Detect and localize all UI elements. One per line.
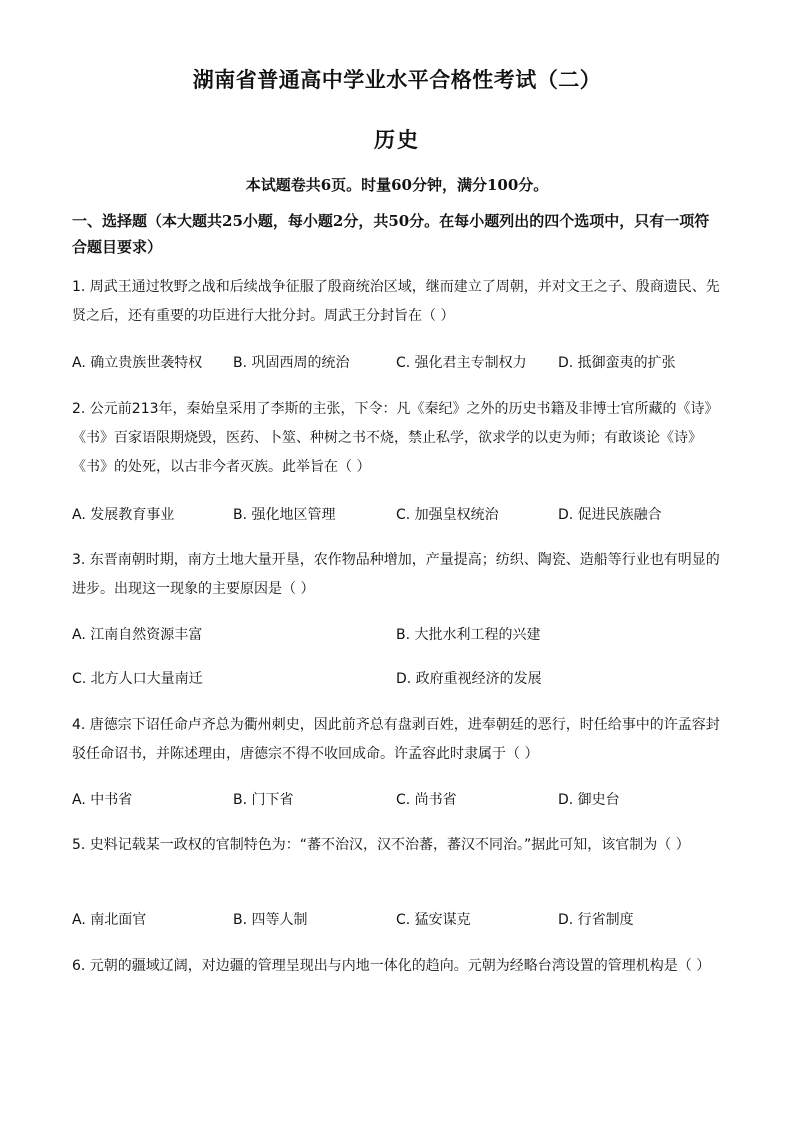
question-5-options xyxy=(72,909,728,933)
question-4: 4. 唐德宗下诏任命卢齐总为衢州刺史，因此前齐总有盘剥百姓，进奉朝廷的恶行，时任给事中的许孟容封驳任命诏书，并陈述理由，唐德宗不得不收回成命。许孟容此时隶属于（ ） xyxy=(72,717,720,762)
option-c: C. 猛安谋克 xyxy=(396,912,471,928)
option-a: A. 确立贵族世袭特权 xyxy=(72,355,203,371)
question-3-options-row1 xyxy=(72,624,728,648)
option-d: D. 抵御蛮夷的扩张 xyxy=(558,355,676,371)
option-c: C. 强化君主专制权力 xyxy=(396,355,527,371)
option-d: D. 促进民族融合 xyxy=(558,507,662,523)
option-b: B. 强化地区管理 xyxy=(233,507,336,523)
option-b: B. 门下省 xyxy=(233,792,294,808)
option-d: D. 政府重视经济的发展 xyxy=(396,671,542,687)
option-b: B. 四等人制 xyxy=(233,912,308,928)
option-a: A. 中书省 xyxy=(72,792,133,808)
question-2: 2. 公元前213年，秦始皇采用了李斯的主张，下令：凡《秦纪》之外的历史书籍及非博士官所藏的《诗》《书》百家语限期烧毁，医药、卜筮、种树之书不烧，禁止私学，欲求学的以吏为师；有敢谈论《诗》《书》的处死，以古非今者灭族。此举旨在（ ） xyxy=(72,401,719,475)
section-heading: 一、选择题（本大题共25小题，每小题2分，共50分。在每小题列出的四个选项中，只有一项符合题目要求） xyxy=(72,212,710,256)
option-d: D. 行省制度 xyxy=(558,912,634,928)
question-5: 5. 史料记载某一政权的官制特色为：“蕃不治汉，汉不治蕃，蕃汉不同治。”据此可知，该官制为（ ） xyxy=(72,837,690,853)
exam-title: 湖南省普通高中学业水平合格性考试（二） xyxy=(192,67,602,92)
option-c: C. 尚书省 xyxy=(396,792,457,808)
option-c: C. 加强皇权统治 xyxy=(396,507,499,523)
option-c: C. 北方人口大量南迁 xyxy=(72,671,203,687)
question-1: 1. 周武王通过牧野之战和后续战争征服了殷商统治区域，继而建立了周朝，并对文王之子、殷商遗民、先贤之后，还有重要的功臣进行大批分封。周武王分封旨在（ ） xyxy=(72,279,720,324)
option-b: B. 巩固西周的统治 xyxy=(233,355,350,371)
exam-info: 本试题卷共6页。时量60分钟，满分100分。 xyxy=(245,176,549,194)
question-1-options xyxy=(72,352,728,376)
question-4-options xyxy=(72,789,728,813)
option-a: A. 江南自然资源丰富 xyxy=(72,627,203,643)
subject-title: 历史 xyxy=(374,127,420,152)
option-a: A. 南北面官 xyxy=(72,912,147,928)
question-3-options-row2 xyxy=(72,668,728,692)
option-a: A. 发展教育事业 xyxy=(72,507,175,523)
option-d: D. 御史台 xyxy=(558,792,620,808)
question-6: 6. 元朝的疆域辽阔，对边疆的管理呈现出与内地一体化的趋向。元朝为经略台湾设置的管理机构是（ ） xyxy=(72,958,711,974)
option-b: B. 大批水利工程的兴建 xyxy=(396,627,541,643)
question-3: 3. 东晋南朝时期，南方土地大量开垦，农作物品种增加，产量提高；纺织、陶瓷、造船等行业也有明显的进步。出现这一现象的主要原因是（ ） xyxy=(72,552,720,597)
question-2-options xyxy=(72,504,728,528)
